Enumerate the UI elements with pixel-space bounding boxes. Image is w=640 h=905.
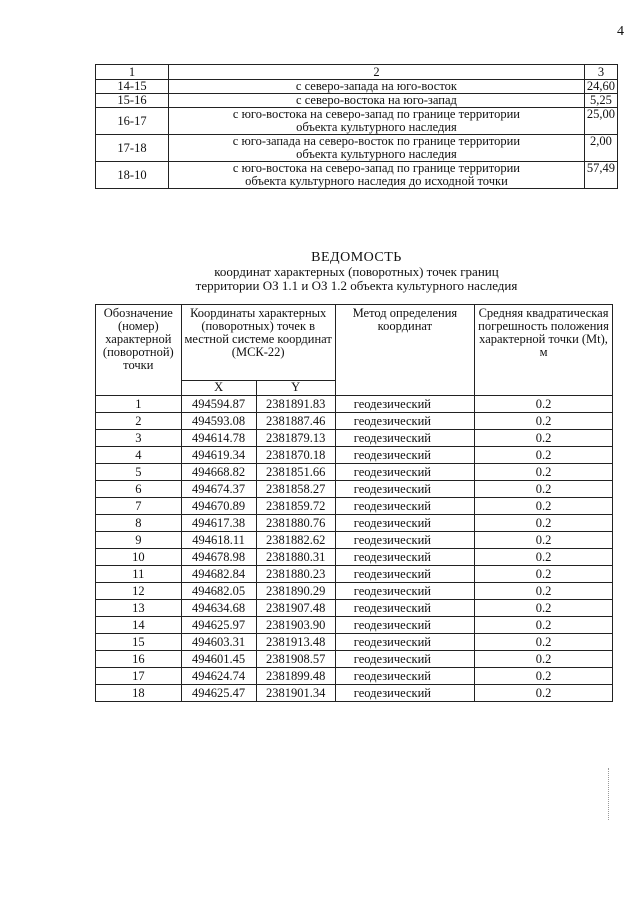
error-cell: 0.2 — [475, 396, 613, 413]
x-coordinate-cell: 494682.05 — [181, 583, 256, 600]
error-cell: 0.2 — [475, 583, 613, 600]
point-number-cell: 8 — [96, 515, 182, 532]
coordinate-row — [96, 600, 613, 617]
x-coordinate-cell: 494670.89 — [181, 498, 256, 515]
coordinate-row — [96, 651, 613, 668]
x-coordinate-cell: 494603.31 — [181, 634, 256, 651]
x-coordinate-cell: 494614.78 — [181, 430, 256, 447]
segment-cell: 16-17 — [96, 108, 169, 135]
y-coordinate-cell: 2381890.29 — [256, 583, 335, 600]
error-cell: 0.2 — [475, 481, 613, 498]
direction-cell: с юго-запада на северо-восток по границе территории объекта культурного наследия — [169, 135, 585, 162]
y-coordinate-cell: 2381887.46 — [256, 413, 335, 430]
segment-row — [96, 108, 618, 135]
method-cell: геодезический — [335, 396, 474, 413]
x-coordinate-cell: 494617.38 — [181, 515, 256, 532]
point-number-cell: 9 — [96, 532, 182, 549]
error-cell: 0.2 — [475, 413, 613, 430]
segment-row — [96, 162, 618, 189]
length-cell: 57,49 — [584, 162, 617, 189]
y-coordinate-cell: 2381880.31 — [256, 549, 335, 566]
margin-marks — [608, 768, 613, 820]
statement-title: ВЕДОМОСТЬ — [311, 250, 402, 265]
coordinate-row — [96, 481, 613, 498]
direction-cell: с юго-востока на северо-запад по границе территории объекта культурного наследия — [169, 108, 585, 135]
point-number-cell: 12 — [96, 583, 182, 600]
segment-cell: 14-15 — [96, 80, 169, 94]
point-number-cell: 1 — [96, 396, 182, 413]
point-number-cell: 15 — [96, 634, 182, 651]
error-cell: 0.2 — [475, 617, 613, 634]
y-coordinate-cell: 2381908.57 — [256, 651, 335, 668]
x-coordinate-cell: 494625.47 — [181, 685, 256, 702]
coordinate-row — [96, 617, 613, 634]
y-coordinate-cell: 2381879.13 — [256, 430, 335, 447]
direction-cell: с юго-востока на северо-запад по границе территории объекта культурного наследия до исходной точки — [169, 162, 585, 189]
error-cell: 0.2 — [475, 430, 613, 447]
x-coordinate-cell: 494625.97 — [181, 617, 256, 634]
point-number-cell: 3 — [96, 430, 182, 447]
y-coordinate-cell: 2381903.90 — [256, 617, 335, 634]
x-coordinate-cell: 494618.11 — [181, 532, 256, 549]
x-coordinate-cell: 494593.08 — [181, 413, 256, 430]
header-method: Метод определения координат — [335, 305, 474, 396]
error-cell: 0.2 — [475, 668, 613, 685]
method-cell: геодезический — [335, 600, 474, 617]
point-number-cell: 11 — [96, 566, 182, 583]
length-cell: 2,00 — [584, 135, 617, 162]
x-coordinate-cell: 494678.98 — [181, 549, 256, 566]
y-coordinate-cell: 2381870.18 — [256, 447, 335, 464]
y-coordinate-cell: 2381851.66 — [256, 464, 335, 481]
header-y: Y — [256, 380, 335, 395]
y-coordinate-cell: 2381858.27 — [256, 481, 335, 498]
coordinate-row — [96, 464, 613, 481]
coordinate-row — [96, 498, 613, 515]
method-cell: геодезический — [335, 668, 474, 685]
point-number-cell: 17 — [96, 668, 182, 685]
x-coordinate-cell: 494682.84 — [181, 566, 256, 583]
coordinate-row — [96, 566, 613, 583]
method-cell: геодезический — [335, 430, 474, 447]
y-coordinate-cell: 2381891.83 — [256, 396, 335, 413]
y-coordinate-cell: 2381907.48 — [256, 600, 335, 617]
point-number-cell: 13 — [96, 600, 182, 617]
x-coordinate-cell: 494634.68 — [181, 600, 256, 617]
page-number: 4 — [617, 24, 624, 39]
method-cell: геодезический — [335, 481, 474, 498]
y-coordinate-cell: 2381899.48 — [256, 668, 335, 685]
statement-subtitle-line2: территории ОЗ 1.1 и ОЗ 1.2 объекта культурного наследия — [195, 278, 518, 293]
segment-cell: 18-10 — [96, 162, 169, 189]
method-cell: геодезический — [335, 634, 474, 651]
method-cell: геодезический — [335, 651, 474, 668]
segments-header-row — [96, 65, 618, 80]
error-cell: 0.2 — [475, 532, 613, 549]
length-cell: 25,00 — [584, 108, 617, 135]
coordinate-row — [96, 685, 613, 702]
coordinate-row — [96, 532, 613, 549]
coordinate-row — [96, 515, 613, 532]
y-coordinate-cell: 2381880.76 — [256, 515, 335, 532]
segment-cell: 17-18 — [96, 135, 169, 162]
error-cell: 0.2 — [475, 549, 613, 566]
coordinate-row — [96, 668, 613, 685]
x-coordinate-cell: 494668.82 — [181, 464, 256, 481]
method-cell: геодезический — [335, 413, 474, 430]
error-cell: 0.2 — [475, 634, 613, 651]
header-error: Средняя квадратическая погрешность положения характерной точки (Mt), м — [475, 305, 613, 396]
direction-cell: с северо-востока на юго-запад — [169, 94, 585, 108]
coordinate-row — [96, 634, 613, 651]
coordinates-table — [95, 304, 613, 702]
point-number-cell: 6 — [96, 481, 182, 498]
method-cell: геодезический — [335, 549, 474, 566]
y-coordinate-cell: 2381913.48 — [256, 634, 335, 651]
point-number-cell: 4 — [96, 447, 182, 464]
method-cell: геодезический — [335, 447, 474, 464]
method-cell: геодезический — [335, 498, 474, 515]
coordinate-row — [96, 549, 613, 566]
error-cell: 0.2 — [475, 566, 613, 583]
direction-cell: с северо-запада на юго-восток — [169, 80, 585, 94]
segment-row — [96, 94, 618, 108]
method-cell: геодезический — [335, 583, 474, 600]
point-number-cell: 16 — [96, 651, 182, 668]
y-coordinate-cell: 2381859.72 — [256, 498, 335, 515]
segments-header-col1: 1 — [96, 65, 169, 80]
header-x: X — [181, 380, 256, 395]
x-coordinate-cell: 494624.74 — [181, 668, 256, 685]
x-coordinate-cell: 494674.37 — [181, 481, 256, 498]
segments-header-col3: 3 — [584, 65, 617, 80]
x-coordinate-cell: 494594.87 — [181, 396, 256, 413]
error-cell: 0.2 — [475, 600, 613, 617]
segment-row — [96, 135, 618, 162]
coordinate-row — [96, 447, 613, 464]
coordinate-row — [96, 396, 613, 413]
segments-header-col2: 2 — [169, 65, 585, 80]
point-number-cell: 2 — [96, 413, 182, 430]
header-coordinates: Координаты характерных (поворотных) точек в местной системе координат (МСК-22) — [181, 305, 335, 381]
segments-table — [95, 64, 618, 189]
y-coordinate-cell: 2381882.62 — [256, 532, 335, 549]
method-cell: геодезический — [335, 617, 474, 634]
x-coordinate-cell: 494619.34 — [181, 447, 256, 464]
x-coordinate-cell: 494601.45 — [181, 651, 256, 668]
coordinate-row — [96, 430, 613, 447]
statement-subtitle-line1: координат характерных (поворотных) точек границ — [214, 264, 499, 279]
method-cell: геодезический — [335, 464, 474, 481]
point-number-cell: 5 — [96, 464, 182, 481]
method-cell: геодезический — [335, 685, 474, 702]
y-coordinate-cell: 2381880.23 — [256, 566, 335, 583]
point-number-cell: 18 — [96, 685, 182, 702]
method-cell: геодезический — [335, 532, 474, 549]
point-number-cell: 10 — [96, 549, 182, 566]
error-cell: 0.2 — [475, 498, 613, 515]
method-cell: геодезический — [335, 566, 474, 583]
coordinates-header-row — [96, 305, 613, 381]
point-number-cell: 14 — [96, 617, 182, 634]
method-cell: геодезический — [335, 515, 474, 532]
length-cell: 5,25 — [584, 94, 617, 108]
error-cell: 0.2 — [475, 685, 613, 702]
error-cell: 0.2 — [475, 651, 613, 668]
segment-row — [96, 80, 618, 94]
segment-cell: 15-16 — [96, 94, 169, 108]
point-number-cell: 7 — [96, 498, 182, 515]
y-coordinate-cell: 2381901.34 — [256, 685, 335, 702]
error-cell: 0.2 — [475, 464, 613, 481]
length-cell: 24,60 — [584, 80, 617, 94]
error-cell: 0.2 — [475, 515, 613, 532]
error-cell: 0.2 — [475, 447, 613, 464]
header-designation: Обозначение (номер) характерной (поворотной) точки — [96, 305, 182, 396]
coordinate-row — [96, 413, 613, 430]
coordinate-row — [96, 583, 613, 600]
